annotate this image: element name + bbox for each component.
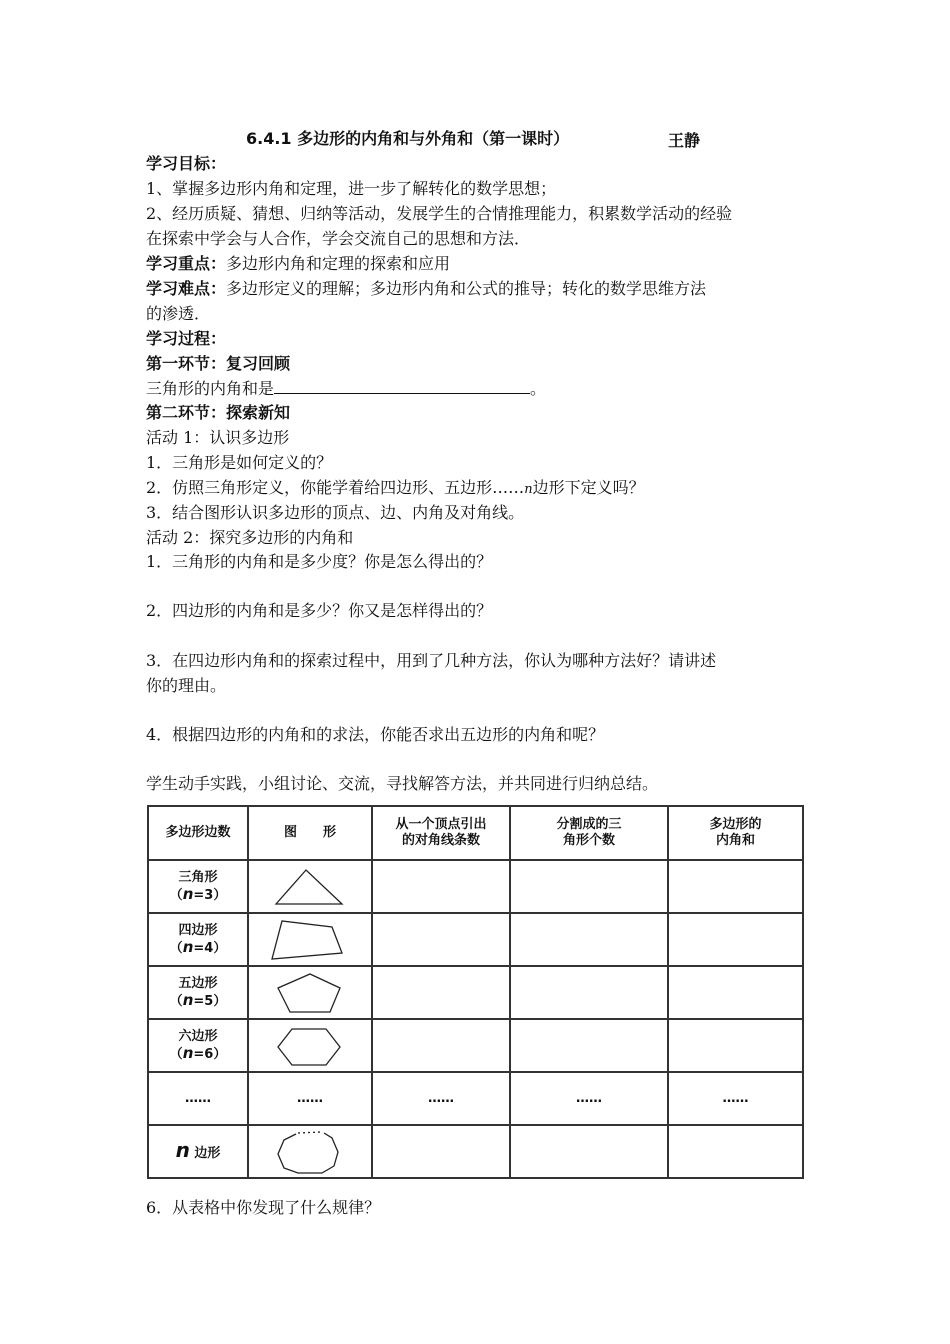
header-triangles: 分割成的三 角形个数 — [510, 806, 668, 860]
difficulty-label: 学习难点： — [146, 279, 227, 298]
cell-empty — [372, 1019, 510, 1072]
polygon-table — [147, 805, 804, 1179]
activity1-q2-suffix: 边形下定义吗？ — [532, 478, 645, 497]
quadrilateral-figure — [248, 913, 372, 966]
objective-2-line1: 2、经历质疑、猜想、归纳等活动，发展学生的合情推理能力，积累数学活动的经验 — [146, 204, 733, 223]
cell-empty — [372, 913, 510, 966]
author-name: 王静 — [668, 131, 701, 150]
difficulty-text-line2: 的渗透． — [146, 304, 211, 323]
cell-empty — [510, 860, 668, 913]
page-title: 6.4.1 多边形的内角和与外角和（第一课时） — [246, 129, 570, 148]
row-label-n-gon: n 边形 — [148, 1125, 248, 1178]
cell-empty — [668, 913, 803, 966]
cell-empty — [372, 1125, 510, 1178]
ellipsis: …… — [668, 1072, 803, 1125]
cell-empty — [510, 913, 668, 966]
objective-2-line2: 在探索中学会与人合作，学会交流自己的思想和方法． — [146, 229, 531, 248]
activity1-q2 — [146, 477, 645, 501]
activity1-q2-prefix: 2．仿照三角形定义，你能学着给四边形、五边形…… — [146, 478, 525, 497]
cell-empty — [372, 966, 510, 1019]
cell-empty — [510, 966, 668, 1019]
stage1-question — [146, 377, 546, 400]
stage2-heading: 第二环节：探索新知 — [146, 403, 291, 422]
hexagon-figure — [248, 1019, 372, 1072]
process-heading: 学习过程： — [146, 329, 227, 348]
activity2-practice: 学生动手实践，小组讨论、交流，寻找解答方法，并共同进行归纳总结。 — [146, 774, 659, 793]
activity2-q3-line2: 你的理由。 — [146, 676, 227, 695]
row-label-pentagon: 五边形 （n=5） — [148, 966, 248, 1019]
answer-blank — [274, 377, 530, 394]
ellipsis: …… — [148, 1072, 248, 1125]
key-point-label: 学习重点： — [146, 254, 227, 273]
cell-empty — [510, 1019, 668, 1072]
activity1-q3: 3．结合图形认识多边形的顶点、边、内角及对角线。 — [146, 503, 525, 522]
table-row — [148, 860, 803, 913]
difficulty — [146, 278, 706, 300]
n-gon-figure — [248, 1125, 372, 1178]
activity1-q2-var: n — [524, 482, 533, 497]
cell-empty — [668, 1019, 803, 1072]
activity1-q1: 1．三角形是如何定义的？ — [146, 453, 333, 472]
activity2-q4: 4．根据四边形的内角和的求法，你能否求出五边形的内角和呢？ — [146, 725, 605, 744]
row-label-hexagon: 六边形 （n=6） — [148, 1019, 248, 1072]
ellipsis: …… — [372, 1072, 510, 1125]
row-label-quadrilateral: 四边形 （n=4） — [148, 913, 248, 966]
table-row — [148, 1019, 803, 1072]
key-point — [146, 253, 450, 275]
activity1-title: 活动 1：认识多边形 — [146, 428, 290, 447]
pentagon-figure — [248, 966, 372, 1019]
header-diagonals: 从一个顶点引出 的对角线条数 — [372, 806, 510, 860]
objective-1: 1、掌握多边形内角和定理，进一步了解转化的数学思想； — [146, 179, 557, 198]
cell-empty — [372, 860, 510, 913]
triangle-figure — [248, 860, 372, 913]
table-row-ellipsis — [148, 1072, 803, 1125]
header-angle-sum: 多边形的 内角和 — [668, 806, 803, 860]
table-row — [148, 913, 803, 966]
table-row — [148, 966, 803, 1019]
activity2-q1: 1．三角形的内角和是多少度？你是怎么得出的？ — [146, 552, 493, 571]
key-point-text: 多边形内角和定理的探索和应用 — [226, 254, 451, 273]
activity2-title: 活动 2：探究多边形的内角和 — [146, 528, 354, 547]
activity2-q3-line1: 3．在四边形内角和的探索过程中，用到了几种方法，你认为哪种方法好？请讲述 — [146, 651, 717, 670]
stage1-heading: 第一环节：复习回顾 — [146, 354, 291, 373]
activity2-q2: 2．四边形的内角和是多少？你又是怎样得出的？ — [146, 601, 493, 620]
objectives-heading: 学习目标： — [146, 154, 227, 173]
header-figure: 图 形 — [248, 806, 372, 860]
table-header-row — [148, 806, 803, 860]
cell-empty — [510, 1125, 668, 1178]
cell-empty — [668, 966, 803, 1019]
stage1-question-text: 三角形的内角和是 — [146, 379, 275, 398]
ellipsis: …… — [510, 1072, 668, 1125]
stage1-question-end: 。 — [530, 379, 547, 398]
final-question: 6．从表格中你发现了什么规律？ — [146, 1198, 381, 1217]
ellipsis: …… — [248, 1072, 372, 1125]
cell-empty — [668, 860, 803, 913]
table-row — [148, 1125, 803, 1178]
row-label-triangle: 三角形 （n=3） — [148, 860, 248, 913]
cell-empty — [668, 1125, 803, 1178]
difficulty-text-line1: 多边形定义的理解；多边形内角和公式的推导；转化的数学思维方法 — [226, 279, 707, 298]
header-sides: 多边形边数 — [148, 806, 248, 860]
